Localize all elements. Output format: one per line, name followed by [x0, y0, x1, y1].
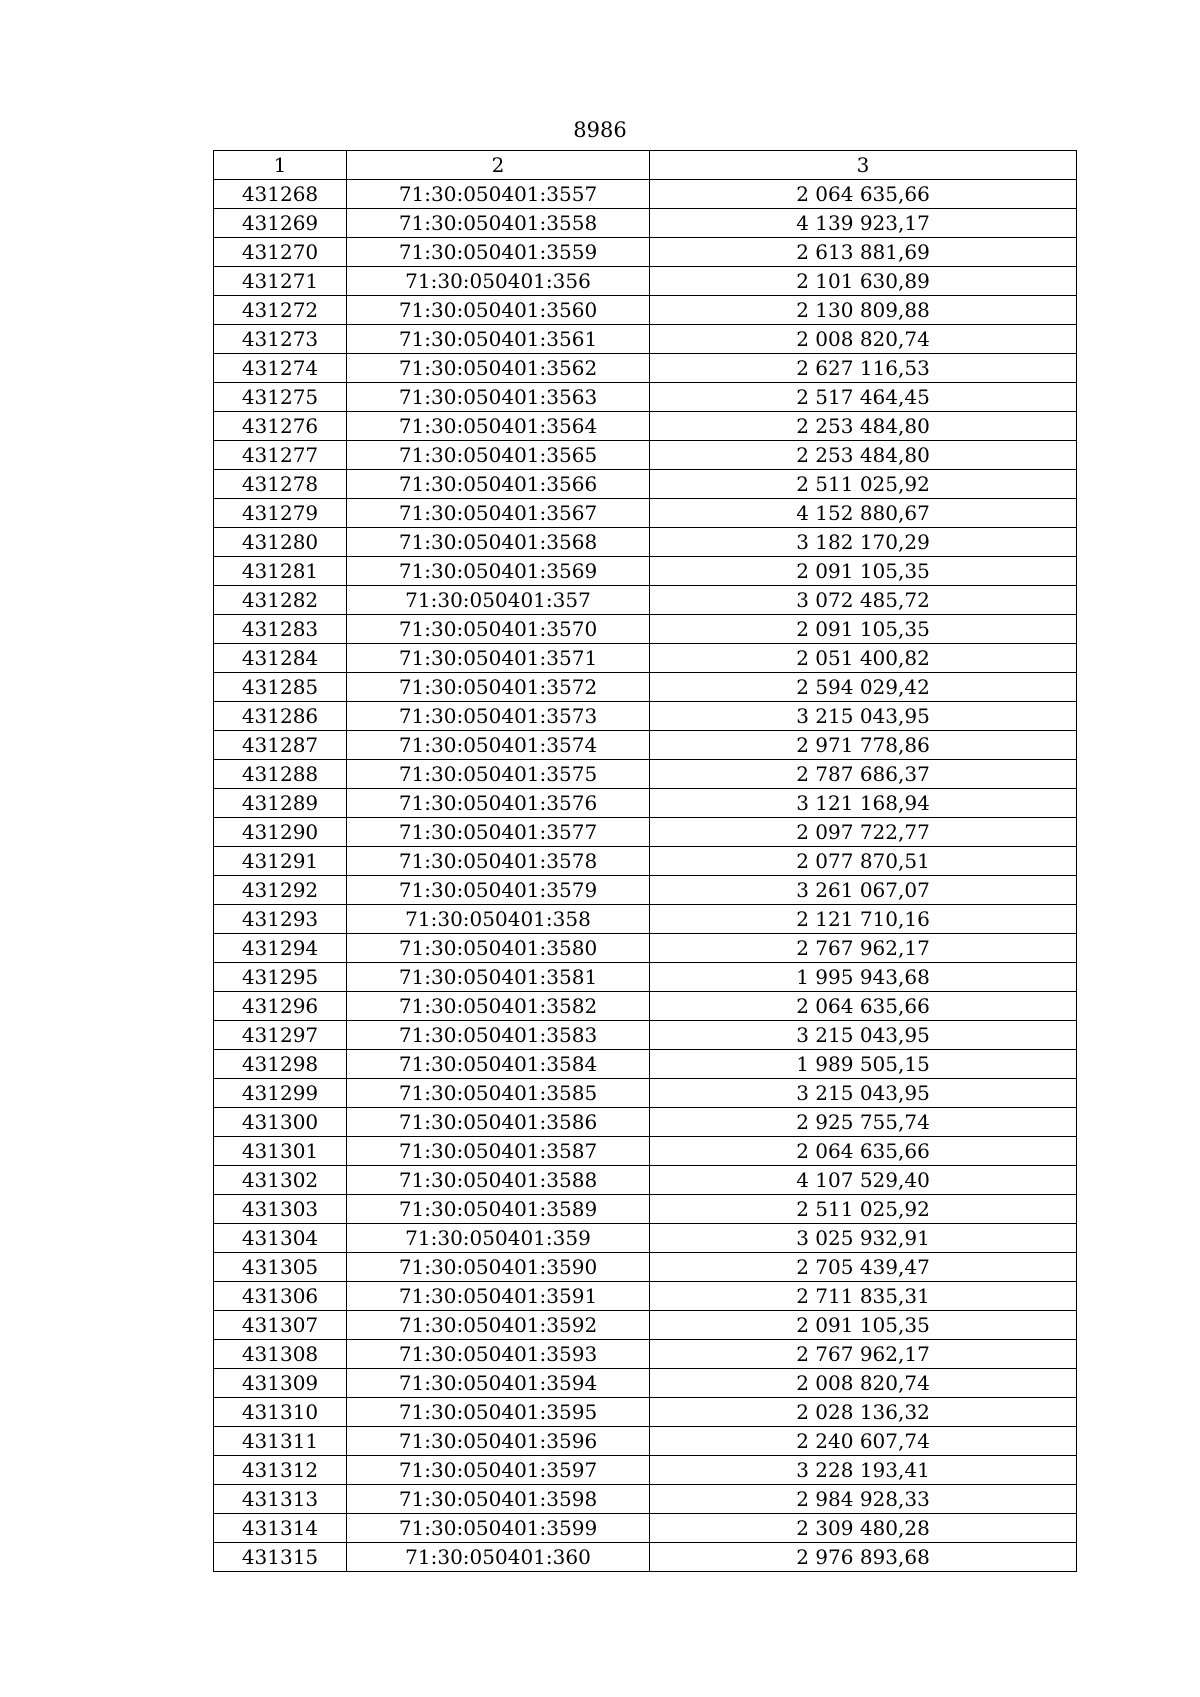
- value-cell: 2 309 480,28: [650, 1514, 1077, 1543]
- table-row: [214, 1137, 1077, 1166]
- row-number-cell: 431309: [214, 1369, 347, 1398]
- cadastral-number-cell: 71:30:050401:3561: [347, 325, 650, 354]
- table-row: [214, 905, 1077, 934]
- cadastral-number-cell: 71:30:050401:3571: [347, 644, 650, 673]
- cadastral-number-cell: 71:30:050401:3560: [347, 296, 650, 325]
- table-row: [214, 876, 1077, 905]
- cadastral-number-cell: 71:30:050401:3558: [347, 209, 650, 238]
- table-row: [214, 1050, 1077, 1079]
- table-row: [214, 847, 1077, 876]
- row-number-cell: 431284: [214, 644, 347, 673]
- value-cell: 2 028 136,32: [650, 1398, 1077, 1427]
- row-number-cell: 431297: [214, 1021, 347, 1050]
- row-number-cell: 431315: [214, 1543, 347, 1572]
- value-cell: 1 995 943,68: [650, 963, 1077, 992]
- cadastral-number-cell: 71:30:050401:3594: [347, 1369, 650, 1398]
- row-number-cell: 431277: [214, 441, 347, 470]
- value-cell: 2 101 630,89: [650, 267, 1077, 296]
- row-number-cell: 431279: [214, 499, 347, 528]
- value-cell: 2 008 820,74: [650, 325, 1077, 354]
- table-row: [214, 528, 1077, 557]
- table-row: [214, 1108, 1077, 1137]
- cadastral-number-cell: 71:30:050401:3596: [347, 1427, 650, 1456]
- cadastral-number-cell: 71:30:050401:3595: [347, 1398, 650, 1427]
- cadastral-number-cell: 71:30:050401:356: [347, 267, 650, 296]
- cadastral-number-cell: 71:30:050401:360: [347, 1543, 650, 1572]
- value-cell: 2 767 962,17: [650, 934, 1077, 963]
- table-row: [214, 1195, 1077, 1224]
- table-row: [214, 267, 1077, 296]
- row-number-cell: 431272: [214, 296, 347, 325]
- cadastral-number-cell: 71:30:050401:3573: [347, 702, 650, 731]
- cadastral-number-cell: 71:30:050401:3579: [347, 876, 650, 905]
- value-cell: 3 215 043,95: [650, 1021, 1077, 1050]
- cadastral-number-cell: 71:30:050401:3565: [347, 441, 650, 470]
- value-cell: 2 511 025,92: [650, 470, 1077, 499]
- value-cell: 3 228 193,41: [650, 1456, 1077, 1485]
- row-number-cell: 431301: [214, 1137, 347, 1166]
- value-cell: 3 121 168,94: [650, 789, 1077, 818]
- cadastral-number-cell: 71:30:050401:359: [347, 1224, 650, 1253]
- table-row: [214, 1456, 1077, 1485]
- cadastral-number-cell: 71:30:050401:3574: [347, 731, 650, 760]
- table-row: [214, 760, 1077, 789]
- value-cell: 2 925 755,74: [650, 1108, 1077, 1137]
- value-cell: 2 240 607,74: [650, 1427, 1077, 1456]
- cadastral-number-cell: 71:30:050401:3576: [347, 789, 650, 818]
- row-number-cell: 431286: [214, 702, 347, 731]
- table-row: [214, 238, 1077, 267]
- value-cell: 2 008 820,74: [650, 1369, 1077, 1398]
- value-cell: 2 787 686,37: [650, 760, 1077, 789]
- value-cell: 3 182 170,29: [650, 528, 1077, 557]
- row-number-cell: 431287: [214, 731, 347, 760]
- table-row: [214, 1282, 1077, 1311]
- row-number-cell: 431306: [214, 1282, 347, 1311]
- table-row: [214, 209, 1077, 238]
- table-body: [214, 180, 1077, 1572]
- value-cell: 2 091 105,35: [650, 557, 1077, 586]
- cadastral-number-cell: 71:30:050401:3562: [347, 354, 650, 383]
- table-row: [214, 557, 1077, 586]
- value-cell: 2 517 464,45: [650, 383, 1077, 412]
- cadastral-number-cell: 71:30:050401:3598: [347, 1485, 650, 1514]
- row-number-cell: 431310: [214, 1398, 347, 1427]
- table-row: [214, 296, 1077, 325]
- table-row: [214, 1369, 1077, 1398]
- row-number-cell: 431311: [214, 1427, 347, 1456]
- table-row: [214, 934, 1077, 963]
- cadastral-number-cell: 71:30:050401:3591: [347, 1282, 650, 1311]
- row-number-cell: 431293: [214, 905, 347, 934]
- row-number-cell: 431295: [214, 963, 347, 992]
- page-number: 8986: [573, 118, 627, 142]
- table-row: [214, 731, 1077, 760]
- column-header-2: 2: [347, 151, 650, 180]
- cadastral-number-cell: 71:30:050401:3568: [347, 528, 650, 557]
- row-number-cell: 431268: [214, 180, 347, 209]
- row-number-cell: 431282: [214, 586, 347, 615]
- cadastral-number-cell: 71:30:050401:3578: [347, 847, 650, 876]
- value-cell: 1 989 505,15: [650, 1050, 1077, 1079]
- table-row: [214, 1514, 1077, 1543]
- row-number-cell: 431308: [214, 1340, 347, 1369]
- cadastral-number-cell: 71:30:050401:3580: [347, 934, 650, 963]
- row-number-cell: 431281: [214, 557, 347, 586]
- cadastral-number-cell: 71:30:050401:3567: [347, 499, 650, 528]
- value-cell: 2 130 809,88: [650, 296, 1077, 325]
- row-number-cell: 431291: [214, 847, 347, 876]
- row-number-cell: 431290: [214, 818, 347, 847]
- row-number-cell: 431289: [214, 789, 347, 818]
- table-row: [214, 499, 1077, 528]
- value-cell: 2 091 105,35: [650, 615, 1077, 644]
- cadastral-number-cell: 71:30:050401:3559: [347, 238, 650, 267]
- value-cell: 2 064 635,66: [650, 180, 1077, 209]
- value-cell: 3 025 932,91: [650, 1224, 1077, 1253]
- value-cell: 2 711 835,31: [650, 1282, 1077, 1311]
- value-cell: 2 627 116,53: [650, 354, 1077, 383]
- table-row: [214, 441, 1077, 470]
- cadastral-number-cell: 71:30:050401:358: [347, 905, 650, 934]
- table-row: [214, 1398, 1077, 1427]
- value-cell: 2 091 105,35: [650, 1311, 1077, 1340]
- row-number-cell: 431271: [214, 267, 347, 296]
- table-row: [214, 470, 1077, 499]
- row-number-cell: 431294: [214, 934, 347, 963]
- table-row: [214, 1543, 1077, 1572]
- table-row: [214, 1079, 1077, 1108]
- value-cell: 2 253 484,80: [650, 412, 1077, 441]
- row-number-cell: 431300: [214, 1108, 347, 1137]
- cadastral-number-cell: 71:30:050401:3584: [347, 1050, 650, 1079]
- cadastral-number-cell: 71:30:050401:3585: [347, 1079, 650, 1108]
- row-number-cell: 431273: [214, 325, 347, 354]
- value-cell: 2 767 962,17: [650, 1340, 1077, 1369]
- value-cell: 2 097 722,77: [650, 818, 1077, 847]
- row-number-cell: 431312: [214, 1456, 347, 1485]
- table-row: [214, 673, 1077, 702]
- column-header-1: 1: [214, 151, 347, 180]
- data-table: [213, 150, 1077, 1572]
- row-number-cell: 431275: [214, 383, 347, 412]
- value-cell: 3 215 043,95: [650, 1079, 1077, 1108]
- table-row: [214, 818, 1077, 847]
- table-row: [214, 702, 1077, 731]
- cadastral-number-cell: 71:30:050401:3583: [347, 1021, 650, 1050]
- row-number-cell: 431305: [214, 1253, 347, 1282]
- row-number-cell: 431276: [214, 412, 347, 441]
- cadastral-number-cell: 71:30:050401:3569: [347, 557, 650, 586]
- table-row: [214, 412, 1077, 441]
- value-cell: 4 152 880,67: [650, 499, 1077, 528]
- cadastral-number-cell: 71:30:050401:3588: [347, 1166, 650, 1195]
- cadastral-number-cell: 71:30:050401:3590: [347, 1253, 650, 1282]
- value-cell: 2 613 881,69: [650, 238, 1077, 267]
- value-cell: 2 705 439,47: [650, 1253, 1077, 1282]
- row-number-cell: 431307: [214, 1311, 347, 1340]
- value-cell: 4 139 923,17: [650, 209, 1077, 238]
- table-row: [214, 586, 1077, 615]
- table-row: [214, 992, 1077, 1021]
- value-cell: 2 121 710,16: [650, 905, 1077, 934]
- cadastral-number-cell: 71:30:050401:3557: [347, 180, 650, 209]
- cadastral-number-cell: 71:30:050401:3592: [347, 1311, 650, 1340]
- row-number-cell: 431269: [214, 209, 347, 238]
- row-number-cell: 431283: [214, 615, 347, 644]
- cadastral-number-cell: 71:30:050401:3582: [347, 992, 650, 1021]
- table-row: [214, 1021, 1077, 1050]
- table-row: [214, 1224, 1077, 1253]
- row-number-cell: 431302: [214, 1166, 347, 1195]
- value-cell: 2 511 025,92: [650, 1195, 1077, 1224]
- value-cell: 2 077 870,51: [650, 847, 1077, 876]
- value-cell: 3 072 485,72: [650, 586, 1077, 615]
- table-row: [214, 1253, 1077, 1282]
- value-cell: 4 107 529,40: [650, 1166, 1077, 1195]
- row-number-cell: 431280: [214, 528, 347, 557]
- table-row: [214, 963, 1077, 992]
- table-row: [214, 1340, 1077, 1369]
- table-header-row: [214, 151, 1077, 180]
- row-number-cell: 431303: [214, 1195, 347, 1224]
- value-cell: 3 215 043,95: [650, 702, 1077, 731]
- value-cell: 2 064 635,66: [650, 992, 1077, 1021]
- row-number-cell: 431313: [214, 1485, 347, 1514]
- table-row: [214, 180, 1077, 209]
- cadastral-number-cell: 71:30:050401:357: [347, 586, 650, 615]
- table-row: [214, 383, 1077, 412]
- table-row: [214, 644, 1077, 673]
- row-number-cell: 431304: [214, 1224, 347, 1253]
- table-row: [214, 615, 1077, 644]
- row-number-cell: 431292: [214, 876, 347, 905]
- cadastral-number-cell: 71:30:050401:3587: [347, 1137, 650, 1166]
- cadastral-number-cell: 71:30:050401:3577: [347, 818, 650, 847]
- cadastral-number-cell: 71:30:050401:3563: [347, 383, 650, 412]
- row-number-cell: 431285: [214, 673, 347, 702]
- row-number-cell: 431296: [214, 992, 347, 1021]
- cadastral-number-cell: 71:30:050401:3572: [347, 673, 650, 702]
- cadastral-number-cell: 71:30:050401:3599: [347, 1514, 650, 1543]
- cadastral-number-cell: 71:30:050401:3589: [347, 1195, 650, 1224]
- value-cell: 2 971 778,86: [650, 731, 1077, 760]
- row-number-cell: 431274: [214, 354, 347, 383]
- cadastral-number-cell: 71:30:050401:3593: [347, 1340, 650, 1369]
- row-number-cell: 431299: [214, 1079, 347, 1108]
- column-header-3: 3: [650, 151, 1077, 180]
- row-number-cell: 431270: [214, 238, 347, 267]
- cadastral-number-cell: 71:30:050401:3597: [347, 1456, 650, 1485]
- cadastral-number-cell: 71:30:050401:3566: [347, 470, 650, 499]
- value-cell: 2 976 893,68: [650, 1543, 1077, 1572]
- table-row: [214, 1427, 1077, 1456]
- cadastral-number-cell: 71:30:050401:3570: [347, 615, 650, 644]
- table-row: [214, 1166, 1077, 1195]
- row-number-cell: 431298: [214, 1050, 347, 1079]
- value-cell: 2 594 029,42: [650, 673, 1077, 702]
- value-cell: 2 051 400,82: [650, 644, 1077, 673]
- value-cell: 3 261 067,07: [650, 876, 1077, 905]
- value-cell: 2 253 484,80: [650, 441, 1077, 470]
- table-row: [214, 1485, 1077, 1514]
- row-number-cell: 431314: [214, 1514, 347, 1543]
- table-row: [214, 325, 1077, 354]
- cadastral-number-cell: 71:30:050401:3564: [347, 412, 650, 441]
- cadastral-number-cell: 71:30:050401:3581: [347, 963, 650, 992]
- value-cell: 2 064 635,66: [650, 1137, 1077, 1166]
- row-number-cell: 431278: [214, 470, 347, 499]
- table-row: [214, 354, 1077, 383]
- table-row: [214, 789, 1077, 818]
- cadastral-number-cell: 71:30:050401:3575: [347, 760, 650, 789]
- cadastral-number-cell: 71:30:050401:3586: [347, 1108, 650, 1137]
- row-number-cell: 431288: [214, 760, 347, 789]
- value-cell: 2 984 928,33: [650, 1485, 1077, 1514]
- table-row: [214, 1311, 1077, 1340]
